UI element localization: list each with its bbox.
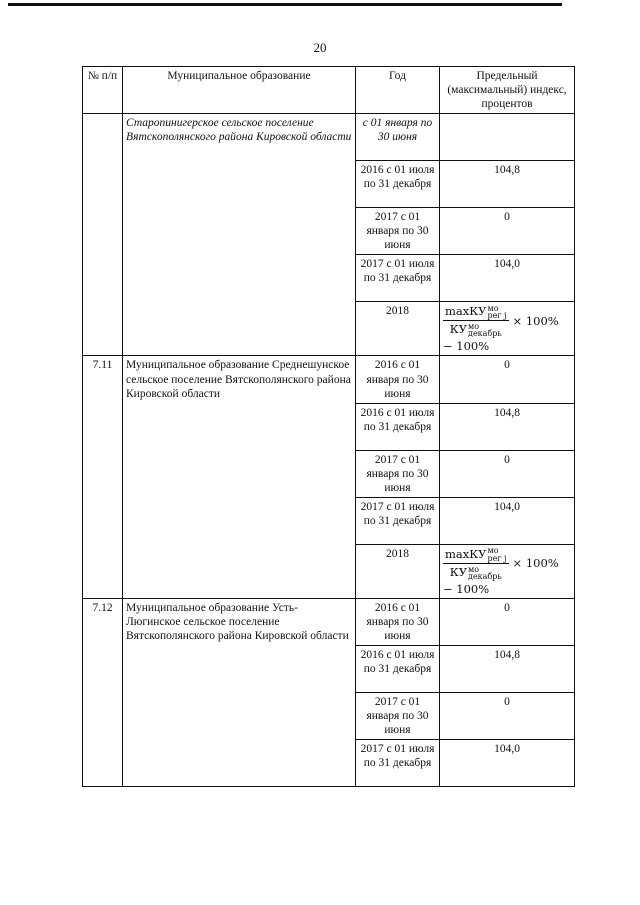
period-cell: 2017 с 01 июля по 31 декабря <box>356 740 440 787</box>
index-value <box>440 114 575 161</box>
formula-numer-sub: рег j <box>487 553 507 563</box>
index-value: 0 <box>440 450 575 497</box>
formula-denom-sup: мо <box>468 564 480 574</box>
formula-denom-main: КУ <box>449 322 468 337</box>
header-org: Муниципальное образование <box>123 67 356 114</box>
row-number <box>83 114 123 356</box>
index-value: 0 <box>440 356 575 403</box>
formula-numer-sup: мо <box>487 303 499 313</box>
formula-denom-main: КУ <box>449 564 468 579</box>
period-cell: 2017 с 01 июля по 31 декабря <box>356 255 440 302</box>
municipality-name: Муниципальное образование Среднешунское сельское поселение Вятскополянского района Кировской области <box>123 356 356 598</box>
index-value: 104,8 <box>440 161 575 208</box>
header-num: № п/п <box>83 67 123 114</box>
index-value: 0 <box>440 208 575 255</box>
formula-minus: − 100% <box>443 581 490 596</box>
formula-denom-sub: декабрь <box>468 329 502 339</box>
index-value: 0 <box>440 693 575 740</box>
top-rule <box>8 3 562 6</box>
index-value: 104,8 <box>440 403 575 450</box>
row-number: 7.12 <box>83 598 123 786</box>
formula-times: × 100% <box>512 313 559 328</box>
period-cell: 2017 с 01 января по 30 июня <box>356 450 440 497</box>
municipality-name: Старопинигерское сельское поселение Вятскополянского района Кировской области <box>123 114 356 356</box>
formula-denom-sup: мо <box>468 322 480 332</box>
period-cell: 2016 с 01 июля по 31 декабря <box>356 161 440 208</box>
period-cell: 2017 с 01 января по 30 июня <box>356 693 440 740</box>
row-number: 7.11 <box>83 356 123 598</box>
period-cell: 2018 <box>356 544 440 598</box>
formula-minus: − 100% <box>443 339 490 354</box>
period-cell: 2016 с 01 июля по 31 декабря <box>356 646 440 693</box>
table-body <box>83 114 575 787</box>
period-cell: 2017 с 01 июля по 31 декабря <box>356 497 440 544</box>
tariff-index-table <box>82 66 575 787</box>
formula-numer-main: maxКУ <box>445 546 487 561</box>
header-index: Предельный (максимальный) индекс, процентов <box>440 67 575 114</box>
period-cell: 2016 с 01 января по 30 июня <box>356 598 440 645</box>
header-year: Год <box>356 67 440 114</box>
index-value: 104,0 <box>440 497 575 544</box>
table-header-row <box>83 67 575 114</box>
index-value: 104,8 <box>440 646 575 693</box>
index-value: 104,0 <box>440 255 575 302</box>
period-cell: 2016 с 01 января по 30 июня <box>356 356 440 403</box>
index-value: 0 <box>440 598 575 645</box>
formula-numer-main: maxКУ <box>445 304 487 319</box>
table-row <box>83 598 575 645</box>
period-cell: 2017 с 01 января по 30 июня <box>356 208 440 255</box>
index-value: 104,0 <box>440 740 575 787</box>
period-cell: 2018 <box>356 302 440 356</box>
municipality-name: Муниципальное образование Усть-Люгинское сельское поселение Вятскополянского района Кировской области <box>123 598 356 786</box>
formula-numer-sub: рег j <box>487 311 507 321</box>
formula-times: × 100% <box>512 556 559 571</box>
index-formula <box>440 544 575 598</box>
page-number: 20 <box>313 40 327 55</box>
index-formula <box>440 302 575 356</box>
period-cell: с 01 января по 30 июня <box>356 114 440 161</box>
table-row <box>83 356 575 403</box>
table-row <box>83 114 575 161</box>
formula-denom-sub: декабрь <box>468 571 502 581</box>
formula-numer-sup: мо <box>487 546 499 556</box>
period-cell: 2016 с 01 июля по 31 декабря <box>356 403 440 450</box>
